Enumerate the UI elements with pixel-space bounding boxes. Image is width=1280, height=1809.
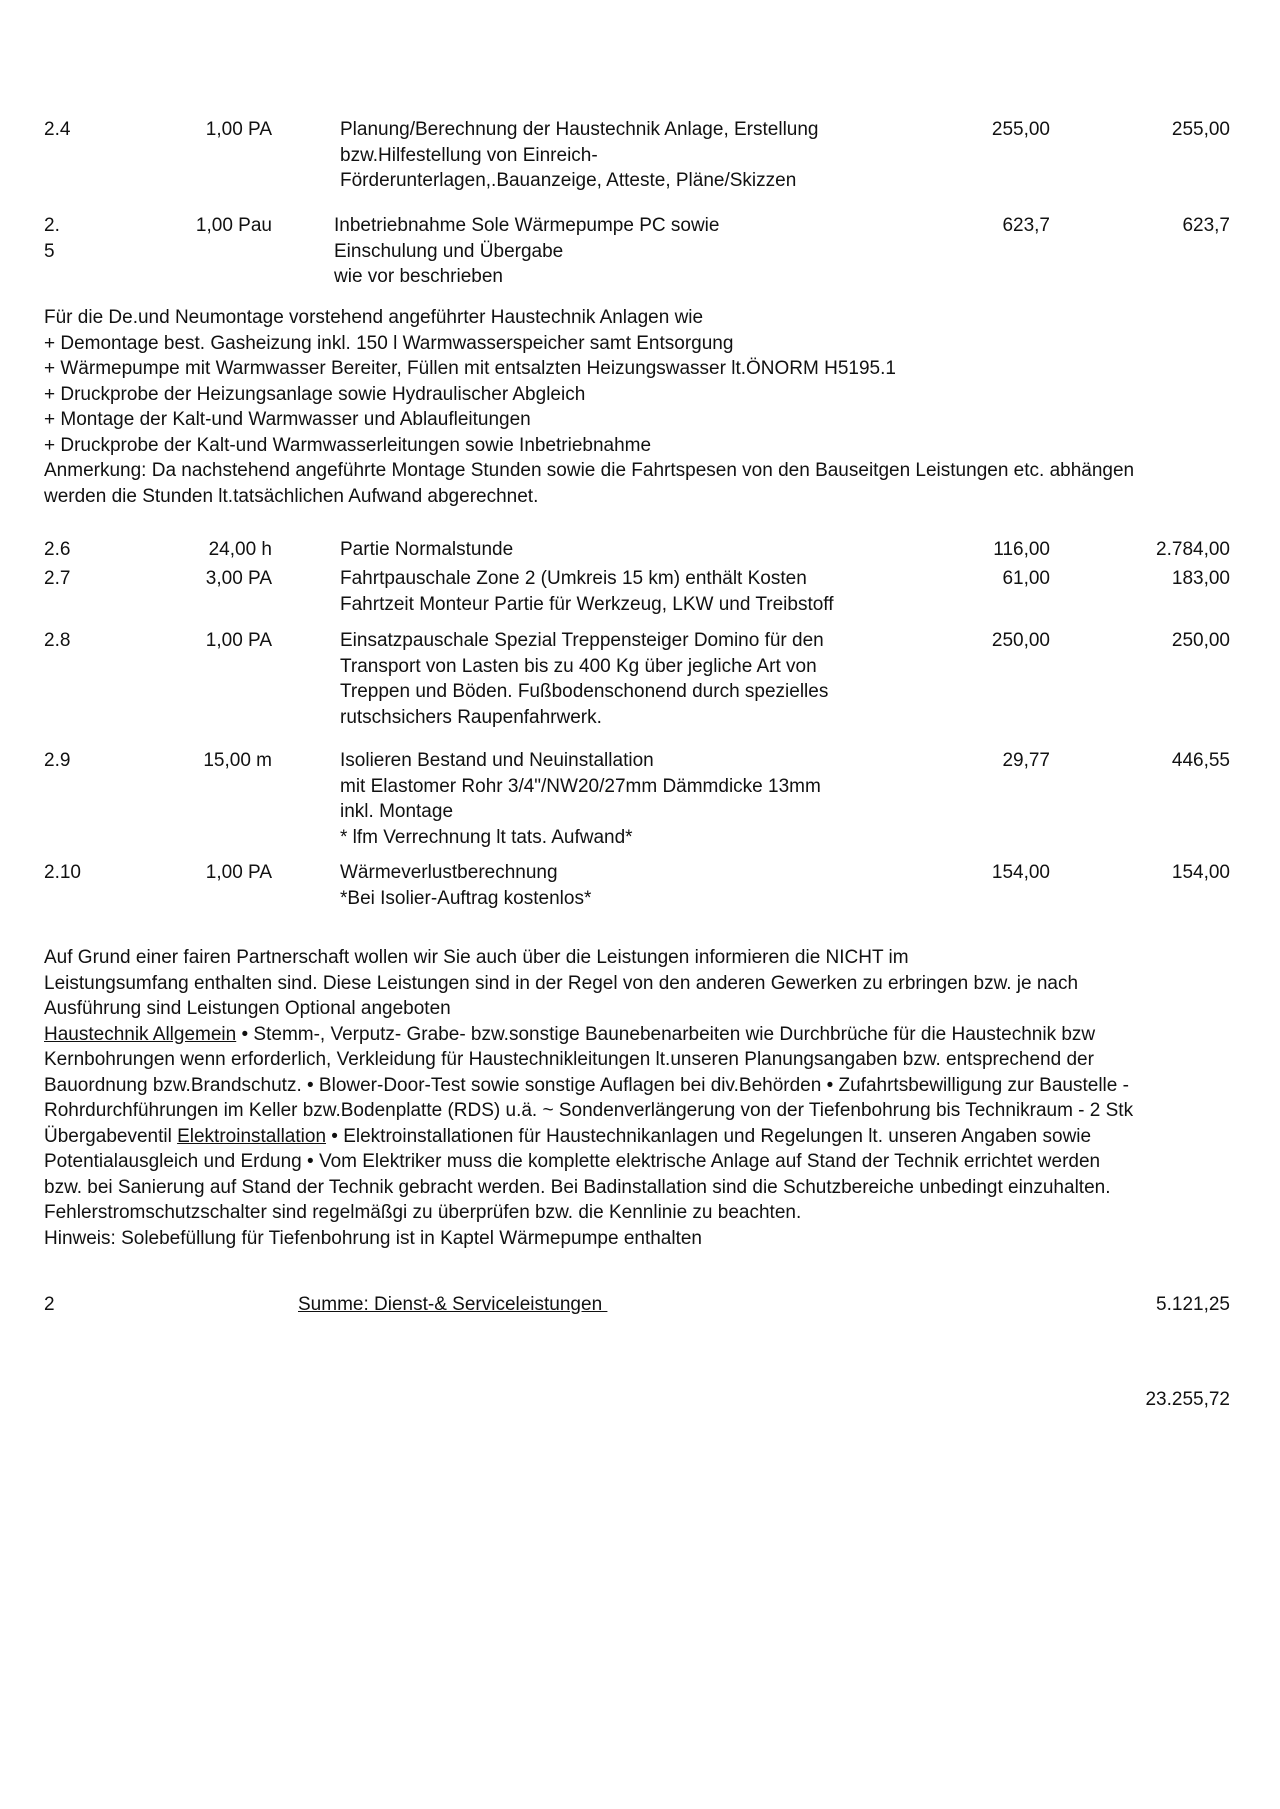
exclusion-line: Kernbohrungen wenn erforderlich, Verkleidung für Haustechnikleitungen lt.unseren Planungsangaben bzw. entsprechend der — [44, 1049, 1094, 1070]
item-description-line: rutschsichers Raupenfahrwerk. — [340, 706, 602, 728]
item-quantity: 1,00 PA — [205, 630, 272, 651]
item-description-line: Isolieren Bestand und Neuinstallation — [340, 750, 654, 771]
note-line: + Montage der Kalt-und Warmwasser und Ablaufleitungen — [44, 409, 531, 430]
item-description-line: bzw.Hilfestellung von Einreich- — [340, 144, 598, 166]
item-description — [334, 213, 894, 290]
montage-note — [44, 305, 1244, 509]
item-position-line: 5 — [44, 240, 55, 262]
item-total: 623,7 — [1182, 215, 1230, 236]
item-description-line: * lfm Verrechnung lt tats. Aufwand* — [340, 826, 633, 848]
item-description-line: Wärmeverlustberechnung — [340, 862, 558, 883]
item-quantity: 1,00 PA — [205, 862, 272, 883]
item-description-line: Inbetriebnahme Sole Wärmepumpe PC sowie — [334, 215, 720, 236]
item-position-line: 2. — [44, 215, 60, 236]
item-description — [340, 748, 900, 850]
item-description-line: Einsatzpauschale Spezial Treppensteiger Domino für den — [340, 630, 824, 651]
item-unit-price: 61,00 — [1002, 568, 1050, 589]
item-unit-price: 154,00 — [991, 862, 1050, 883]
item-description — [340, 628, 900, 730]
item-quantity: 1,00 PA — [205, 119, 272, 140]
item-description-line: inkl. Montage — [340, 801, 454, 822]
item-description-line: Fahrtzeit Monteur Partie für Werkzeug, LKW und Treibstoff — [340, 593, 834, 615]
note-line: werden die Stunden lt.tatsächlichen Aufwand abgerechnet. — [44, 485, 539, 507]
exclusion-text: • Stemm-, Verputz- Grabe- bzw.sonstige Baunebenarbeiten wie Durchbrüche für die Haustechnik bzw — [236, 1023, 1096, 1045]
item-description-line: wie vor beschrieben — [334, 266, 503, 287]
exclusion-line: Leistungsumfang enthalten sind. Diese Leistungen sind in der Regel von den anderen Gewerken zu erbringen bzw. je nach — [44, 972, 1079, 994]
grand-total: 23.255,72 — [1145, 1389, 1230, 1410]
item-description-line: Treppen und Böden. Fußbodenschonend durch spezielles — [340, 681, 829, 702]
item-total: 154,00 — [1171, 862, 1230, 883]
note-line: + Demontage best. Gasheizung inkl. 150 l Warmwasserspeicher samt Entsorgung — [44, 332, 734, 354]
item-description-line: mit Elastomer Rohr 3/4"/NW20/27mm Dämmdicke 13mm — [340, 775, 821, 797]
item-description — [340, 860, 900, 911]
summary-label: Summe: Dienst-& Serviceleistungen — [298, 1294, 608, 1315]
summary-position: 2 — [44, 1294, 55, 1315]
exclusion-line: bzw. bei Sanierung auf Stand der Technik gebracht werden. Bei Badinstallation sind die Schutzbereiche unbedingt einzuhalten. — [44, 1176, 1111, 1198]
item-description-line: Förderunterlagen,.Bauanzeige, Atteste, Pläne/Skizzen — [340, 170, 797, 191]
item-description — [340, 537, 900, 563]
item-unit-price: 623,7 — [1002, 215, 1050, 236]
exclusion-line: Ausführung sind Leistungen Optional angeboten — [44, 998, 451, 1019]
item-description-line: Transport von Lasten bis zu 400 Kg über jegliche Art von — [340, 655, 817, 677]
item-description-line: Fahrtpauschale Zone 2 (Umkreis 15 km) enthält Kosten — [340, 568, 807, 589]
item-unit-price: 250,00 — [991, 630, 1050, 651]
item-position: 2.10 — [44, 862, 81, 883]
item-position: 2.7 — [44, 568, 71, 589]
note-line: + Wärmepumpe mit Warmwasser Bereiter, Füllen mit entsalzten Heizungswasser lt.ÖNORM H5195.1 — [44, 358, 896, 379]
item-quantity: 3,00 PA — [205, 568, 272, 589]
exclusion-line — [44, 1022, 1244, 1048]
item-position: 2.9 — [44, 750, 71, 771]
item-description-line: Partie Normalstunde — [340, 539, 514, 560]
item-position: 2.4 — [44, 119, 71, 140]
note-line: Für die De.und Neumontage vorstehend angeführter Haustechnik Anlagen wie — [44, 307, 704, 328]
summary-value: 5.121,25 — [1156, 1294, 1230, 1315]
item-description-line: *Bei Isolier-Auftrag kostenlos* — [340, 887, 592, 909]
exclusion-line: Fehlerstromschutzschalter sind regelmäßgi zu überprüfen bzw. die Kennlinie zu beachten. — [44, 1202, 802, 1223]
item-quantity: 15,00 m — [203, 750, 272, 771]
exclusion-line: Hinweis: Solebefüllung für Tiefenbohrung ist in Kaptel Wärmepumpe enthalten — [44, 1227, 702, 1249]
item-position — [44, 213, 104, 264]
item-quantity: 1,00 Pau — [195, 215, 272, 236]
item-unit-price: 29,77 — [1002, 750, 1050, 771]
item-description-line: Planung/Berechnung der Haustechnik Anlage, Erstellung — [340, 119, 819, 140]
item-total: 446,55 — [1171, 750, 1230, 771]
exclusion-line: Rohrdurchführungen im Keller bzw.Bodenplatte (RDS) u.ä. ~ Sondenverlängerung von der Tiefenbohrung bis Technikraum - 2 Stk — [44, 1100, 1134, 1121]
exclusion-text: • Elektroinstallationen für Haustechnikanlagen und Regelungen lt. unseren Angaben sowie — [326, 1125, 1092, 1147]
exclusion-line: Auf Grund einer fairen Partnerschaft wollen wir Sie auch über die Leistungen informieren die NICHT im — [44, 947, 909, 968]
item-position: 2.8 — [44, 630, 71, 651]
item-total: 2.784,00 — [1156, 539, 1230, 560]
item-total: 183,00 — [1171, 568, 1230, 589]
item-unit-price: 116,00 — [993, 539, 1050, 560]
note-line: + Druckprobe der Kalt-und Warmwasserleitungen sowie Inbetriebnahme — [44, 434, 652, 456]
exclusion-text: Übergabeventil — [44, 1125, 178, 1147]
exclusions-paragraph — [44, 945, 1244, 1251]
haustechnik-heading: Haustechnik Allgemein — [44, 1023, 237, 1045]
exclusion-line: Potentialausgleich und Erdung • Vom Elektriker muss die komplette elektrische Anlage auf Stand der Technik errichtet werden — [44, 1151, 1101, 1172]
note-line: + Druckprobe der Heizungsanlage sowie Hydraulischer Abgleich — [44, 383, 586, 405]
item-position: 2.6 — [44, 539, 71, 560]
item-total: 250,00 — [1171, 630, 1230, 651]
item-description-line: Einschulung und Übergabe — [334, 240, 564, 262]
elektro-heading: Elektroinstallation — [177, 1125, 327, 1147]
item-description — [340, 117, 900, 194]
item-description — [340, 566, 900, 617]
item-total: 255,00 — [1171, 119, 1230, 140]
item-unit-price: 255,00 — [991, 119, 1050, 140]
exclusion-line: Bauordnung bzw.Brandschutz. • Blower-Door-Test sowie sonstige Auflagen bei div.Behörden • Zufahrtsbewilligung zur Baustelle - — [44, 1074, 1129, 1096]
note-line: Anmerkung: Da nachstehend angeführte Montage Stunden sowie die Fahrtspesen von den Bauseitgen Leistungen etc. abhängen — [44, 460, 1135, 481]
exclusion-line — [44, 1124, 1244, 1150]
item-quantity: 24,00 h — [208, 539, 272, 560]
